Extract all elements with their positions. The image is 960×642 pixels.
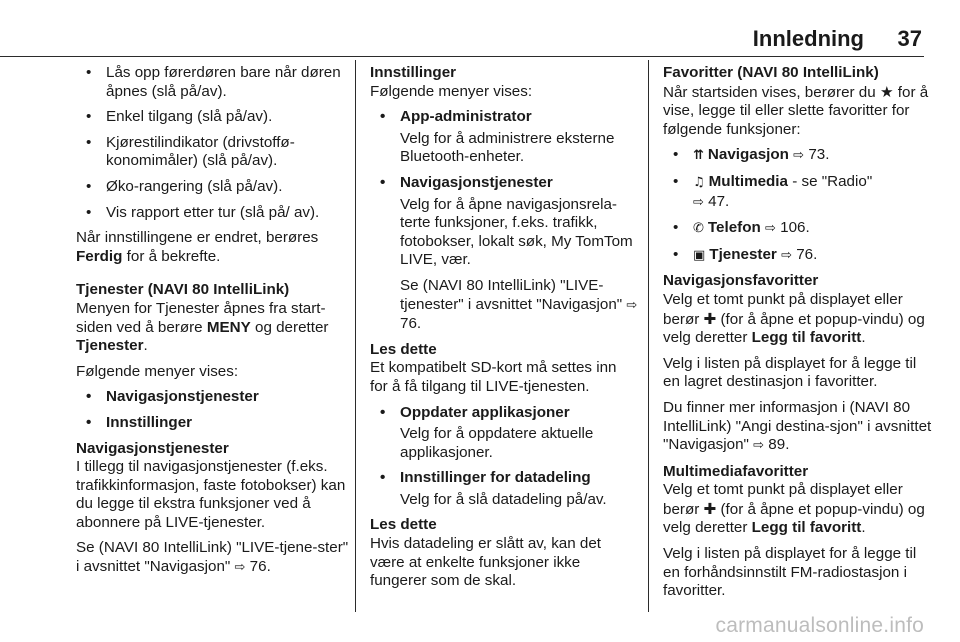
navtj-paragraph: I tillegg til navigasjonstjenester (f.eks. trafikkinformasjon, faste fotobokser) kan du legge til ekstra funksjoner ved å abonnere på LIVE-tjenester. [76, 458, 346, 531]
tjenester-text-mid: og deretter [255, 318, 329, 336]
page-reference-arrow-icon: ⇨ [781, 247, 792, 263]
list-item: • Vis rapport etter tur (slå på/ av). [76, 204, 350, 223]
page-reference-arrow-icon: ⇨ [765, 221, 776, 237]
following-menus-text: Følgende menyer vises: [76, 362, 239, 380]
navfav-keyword: Legg til favoritt [751, 329, 862, 347]
list-item-title: • App-administrator [370, 108, 638, 127]
telephone-icon: ✆ [693, 221, 704, 237]
list-item-favorite-services [663, 246, 933, 266]
mmfav-text-end: . [861, 519, 866, 537]
reference-page: 76. [400, 315, 422, 333]
list-item-favorite-navigation [663, 146, 933, 166]
plus-icon: ✚ [703, 309, 717, 328]
navigation-icon: ⇈ [693, 148, 704, 164]
mmfav-text-mid: (for å åpne et popup-vindu) og velg deretter [663, 500, 925, 537]
favoritter-text-end: for å vise, legge til eller slette favoritter for følgende funksjoner: [663, 83, 929, 138]
list-item-description: Velg for å åpne navigasjonsrela-terte funksjoner, f.eks. trafikk, fotobokser, lokalt søk, My TomTom LIVE, vær. [400, 195, 633, 269]
reference-text: Se (NAVI 80 IntelliLink) "LIVE-tjenester" i avsnittet "Navigasjon" [400, 276, 623, 313]
tjenester-text-end: . [143, 337, 148, 355]
navfav-reference-text: Du finner mer informasjon i (NAVI 80 IntelliLink) "Angi destina-sjon" i avsnittet "Navigasjon" [663, 398, 932, 454]
list-item-reference [370, 277, 638, 334]
mmfav-text: Velg et tomt punkt på displayet eller berør [663, 481, 903, 518]
navtj-reference [76, 539, 350, 577]
confirm-paragraph [76, 229, 350, 266]
navfav-paragraph-2: Velg i listen på displayet for å legge til en lagret destinasjon i favoritter. [663, 354, 917, 391]
confirm-text: Når innstillingene er endret, berøres [76, 229, 319, 247]
list-item-title: • Navigasjonstjenester [370, 174, 638, 193]
column-divider-2 [648, 60, 649, 612]
page-reference-arrow-icon: ⇨ [234, 560, 246, 576]
header-rule [0, 56, 924, 57]
note-text: Et kompatibelt SD-kort må settes inn for å få tilgang til LIVE-tjenesten. [370, 359, 617, 395]
reference-page: 47. [708, 192, 730, 210]
list-item: • Øko-rangering (slå på/av). [76, 178, 350, 197]
note-text: Hvis datadeling er slått av, kan det være at enkelte funksjoner ikke fungerer som de skal. [370, 535, 602, 590]
page-reference-arrow-icon: ⇨ [753, 438, 765, 454]
list-item-title: • Oppdater applikasjoner [370, 404, 638, 423]
list-item-favorite-telephone [663, 219, 933, 239]
page-reference-arrow-icon: ⇨ [693, 194, 704, 210]
page-header-title: Innledning [752, 26, 864, 51]
favorite-label: Multimedia [708, 172, 788, 190]
navfav-paragraph-3 [663, 399, 933, 456]
page-number: 37 [897, 26, 922, 51]
mmfav-paragraph-1 [663, 481, 933, 538]
list-item: • Innstillinger [76, 414, 350, 433]
reference-page: 76. [796, 245, 818, 263]
following-menus-text: Følgende menyer vises: [370, 82, 533, 100]
favoritter-paragraph [663, 83, 933, 140]
confirm-text-end: for å bekrefte. [126, 247, 221, 265]
navfav-paragraph-1 [663, 291, 933, 348]
list-item-description: Velg for å slå datadeling på/av. [400, 490, 607, 508]
reference-page: 76. [249, 558, 271, 576]
tjenester-keyword-menu: MENY [206, 318, 251, 336]
reference-page: 106. [780, 219, 810, 237]
list-item-description: Velg for å oppdatere aktuelle applikasjoner. [400, 425, 594, 461]
note-title: Les dette [370, 516, 437, 534]
favorite-suffix: - se "Radio" [787, 172, 873, 190]
section-heading-favoritter: Favoritter (NAVI 80 IntelliLink) [663, 64, 879, 81]
reference-page: 89. [768, 436, 790, 454]
page-reference-arrow-icon: ⇨ [793, 148, 805, 164]
list-item-title: • Innstillinger for datadeling [370, 469, 638, 488]
list-item-description: Velg for å administrere eksterne Bluetooth-enheter. [400, 129, 615, 166]
services-icon: ▣ [693, 247, 706, 263]
section-heading-innstillinger: Innstillinger [370, 64, 457, 81]
favorite-label: Telefon [707, 219, 761, 237]
favoritter-text: Når startsiden vises, berører du [663, 83, 876, 101]
multimedia-icon: ♫ [693, 174, 705, 190]
navfav-text: Velg et tomt punkt på displayet eller berør [663, 290, 903, 328]
section-heading-tjenester: Tjenester (NAVI 80 IntelliLink) [76, 281, 290, 299]
plus-icon: ✚ [703, 499, 717, 518]
note-title: Les dette [370, 340, 437, 358]
favorite-label: Tjenester [709, 245, 777, 263]
reference-page: 73. [808, 146, 830, 164]
mmfav-keyword: Legg til favoritt [751, 519, 862, 537]
tjenester-text: Menyen for Tjenester åpnes fra start-siden ved å berøre [76, 299, 326, 336]
list-item: • Navigasjonstjenester [76, 388, 350, 407]
page-reference-arrow-icon: ⇨ [626, 297, 638, 313]
column-3 [663, 64, 933, 608]
list-item: • Kjørestilindikator (drivstoffø-konomimåler) (slå på/av). [76, 134, 350, 171]
navfav-text-end: . [861, 329, 866, 347]
column-2 [370, 64, 638, 598]
column-divider-1 [355, 60, 356, 612]
star-icon: ★ [879, 82, 894, 101]
column-1 [76, 64, 350, 585]
mmfav-paragraph-2: Velg i listen på displayet for å legge til en forhåndsinnstilt FM-radiostasjon i favoritter. [663, 545, 917, 600]
tjenester-paragraph [76, 300, 350, 356]
list-item-favorite-multimedia [663, 173, 933, 212]
section-heading-navigasjonstjenester: Navigasjonstjenester [76, 439, 229, 457]
navfav-text-mid: (for å åpne et popup-vindu) og velg deretter [663, 310, 925, 347]
section-heading-multimediafavoritter: Multimediafavoritter [663, 462, 809, 480]
list-item: • Lås opp førerdøren bare når døren åpnes (slå på/av). [76, 64, 350, 101]
confirm-keyword: Ferdig [76, 247, 123, 265]
watermark: carmanualsonline.info [715, 614, 924, 637]
tjenester-keyword-services: Tjenester [76, 337, 144, 355]
section-heading-navigasjonsfavoritter: Navigasjonsfavoritter [663, 272, 819, 290]
reference-text: Se (NAVI 80 IntelliLink) "LIVE-tjene-ster" i avsnittet "Navigasjon" [76, 539, 349, 576]
list-item: • Enkel tilgang (slå på/av). [76, 108, 350, 127]
favorite-label: Navigasjon [707, 146, 789, 164]
